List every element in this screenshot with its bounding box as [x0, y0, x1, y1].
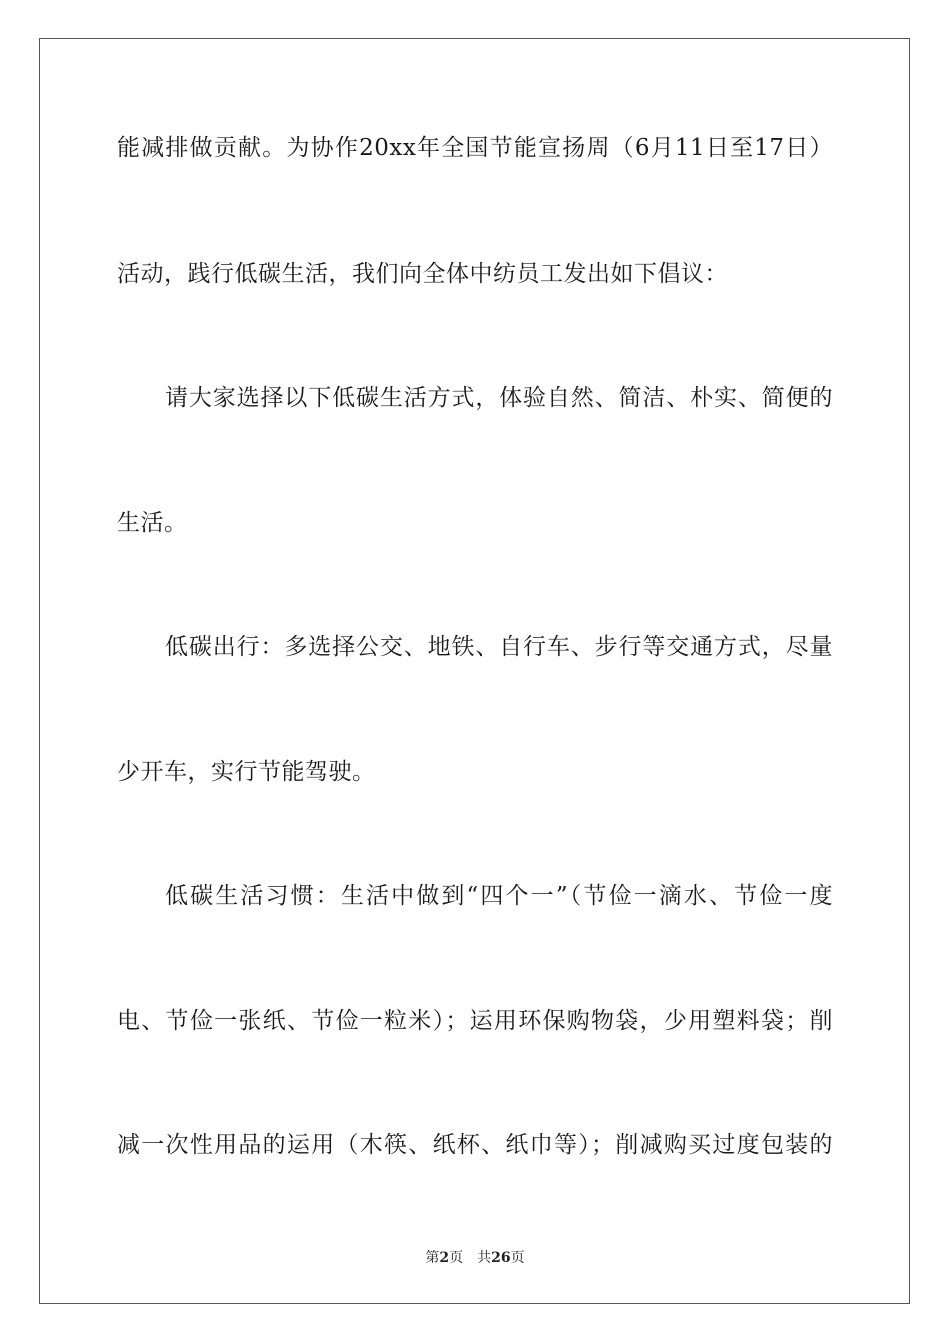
paragraph-line: 减一次性用品的运用（木筷、纸杯、纸巾等）；削减购买过度包装的 [117, 1132, 833, 1158]
paragraph-line: 低碳生活习惯：生活中做到“四个一”（节俭一滴水、节俭一度 [165, 883, 833, 909]
paragraph-line: 能减排做贡献。为协作20xx年全国节能宣扬周（6月11日至17日） [117, 135, 833, 161]
paragraph-line: 活动，践行低碳生活，我们向全体中纺员工发出如下倡议： [117, 261, 728, 287]
total-prefix: 共 [477, 1250, 492, 1266]
paragraph-line: 请大家选择以下低碳生活方式，体验自然、简洁、朴实、简便的 [165, 385, 833, 411]
total-page-number: 26 [491, 1250, 511, 1266]
current-page-number: 2 [439, 1250, 450, 1266]
paragraph-line: 低碳出行：多选择公交、地铁、自行车、步行等交通方式，尽量 [165, 634, 833, 660]
paragraph-line: 生活。 [117, 510, 188, 536]
page-border [39, 38, 910, 1304]
page-prefix: 第 [425, 1250, 440, 1266]
total-suffix: 页 [510, 1250, 525, 1266]
paragraph-line: 电、节俭一张纸、节俭一粒米）；运用环保购物袋，少用塑料袋；削 [117, 1008, 833, 1034]
page-suffix: 页 [449, 1250, 464, 1266]
page-footer [0, 1249, 950, 1267]
paragraph-line: 少开车，实行节能驾驶。 [117, 759, 376, 785]
